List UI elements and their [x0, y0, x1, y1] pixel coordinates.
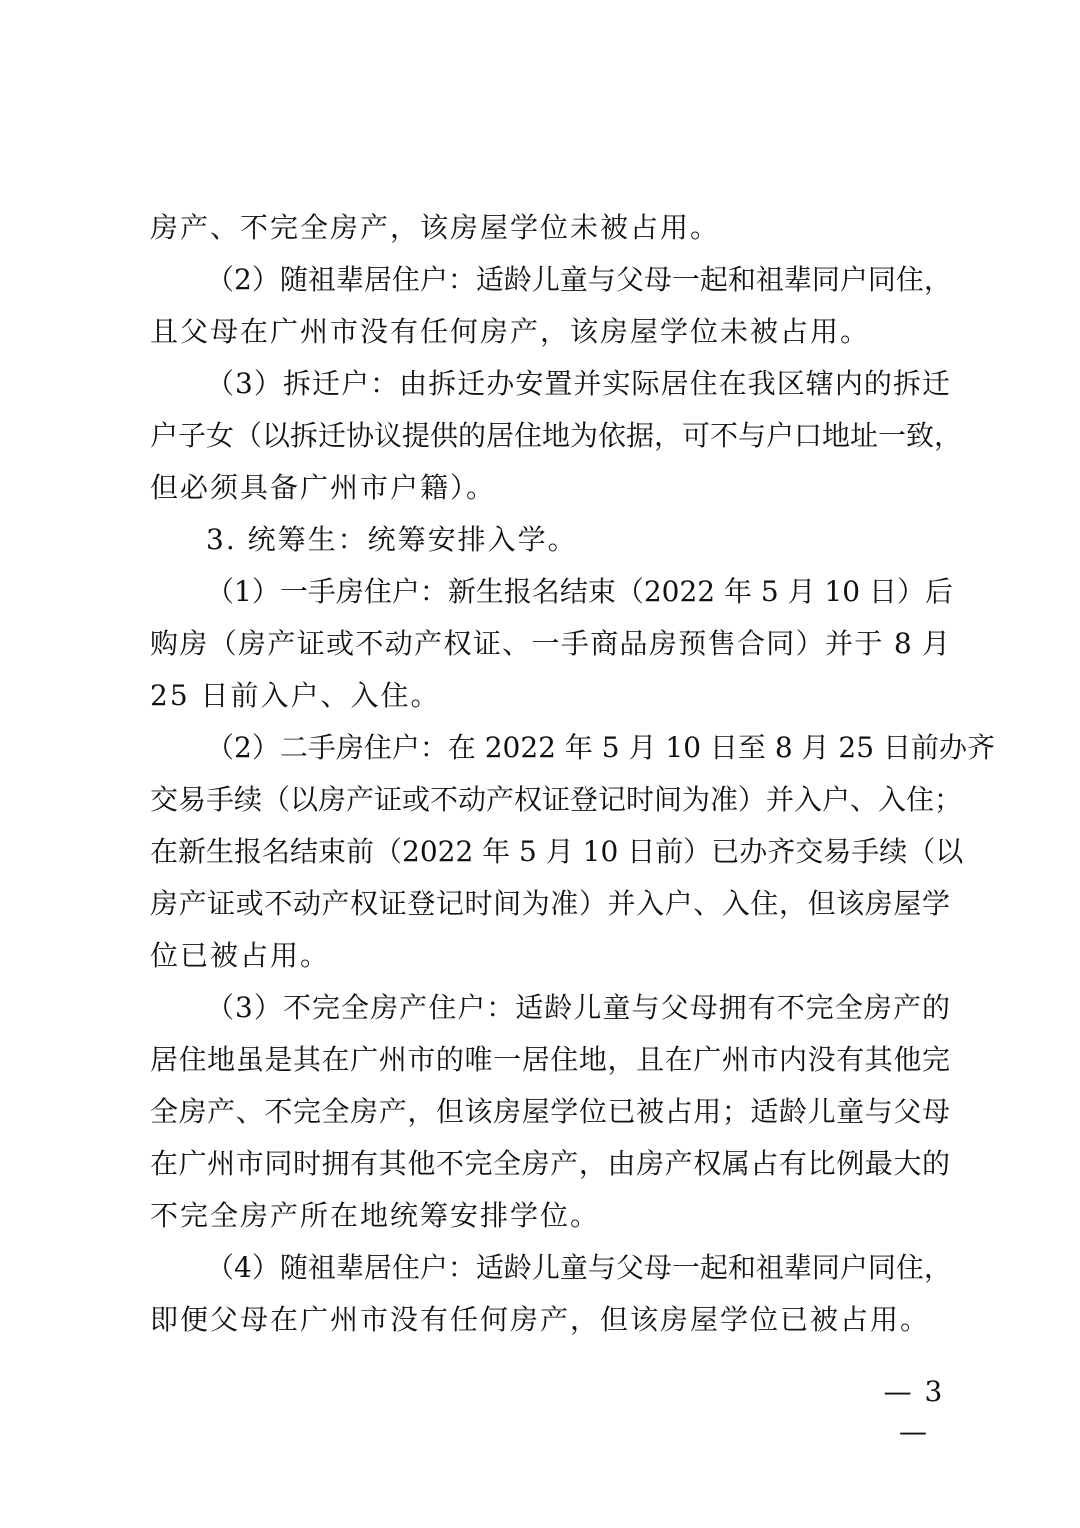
text-line: 居住地虽是其在广州市的唯一居住地，且在广州市内没有其他完 [150, 1043, 950, 1076]
text-line: 房产、不完全房产，该房屋学位未被占用。 [150, 211, 721, 244]
text-line: 但必须具备广州市户籍）。 [150, 471, 497, 504]
text-line: 25 日前入户、入住。 [150, 679, 441, 712]
text-line: 且父母在广州市没有任何房产，该房屋学位未被占用。 [150, 315, 871, 348]
text-line: 户子女（以拆迁协议提供的居住地为依据，可不与户口地址一致， [150, 419, 963, 452]
text-line: 在广州市同时拥有其他不完全房产，由房产权属占有比例最大的 [150, 1147, 950, 1180]
text-line: 交易手续（以房产证或不动产权证登记时间为准）并入户、入住； [150, 783, 963, 816]
text-line: （3）不完全房产住户：适龄儿童与父母拥有不完全房产的 [206, 991, 950, 1024]
text-line: （1）一手房住户：新生报名结束（2022 年 5 月 10 日）后 [206, 575, 954, 608]
text-line: 位已被占用。 [150, 939, 331, 972]
text-line: （4）随祖辈居住户：适龄儿童与父母一起和祖辈同户同住， [206, 1251, 952, 1284]
text-line: 购房（房产证或不动产权证、一手商品房预售合同）并于 8 月 [150, 627, 950, 660]
section-heading: 3. 统筹生：统筹安排入学。 [206, 523, 578, 556]
text-line: 房产证或不动产权证登记时间为准）并入户、入住，但该房屋学 [150, 887, 950, 920]
text-line: 全房产、不完全房产，但该房屋学位已被占用；适龄儿童与父母 [150, 1095, 950, 1128]
page-number: — 3 — [883, 1375, 945, 1448]
text-line: 不完全房产所在地统筹安排学位。 [150, 1199, 601, 1232]
text-line: （3）拆迁户：由拆迁办安置并实际居住在我区辖内的拆迁 [206, 367, 950, 400]
text-line: （2）二手房住户：在 2022 年 5 月 10 日至 8 月 25 日前办齐 [206, 731, 995, 764]
text-line: （2）随祖辈居住户：适龄儿童与父母一起和祖辈同户同住， [206, 263, 952, 296]
text-line: 在新生报名结束前（2022 年 5 月 10 日前）已办齐交易手续（以 [150, 835, 964, 868]
text-line: 即便父母在广州市没有任何房产，但该房屋学位已被占用。 [150, 1303, 931, 1336]
